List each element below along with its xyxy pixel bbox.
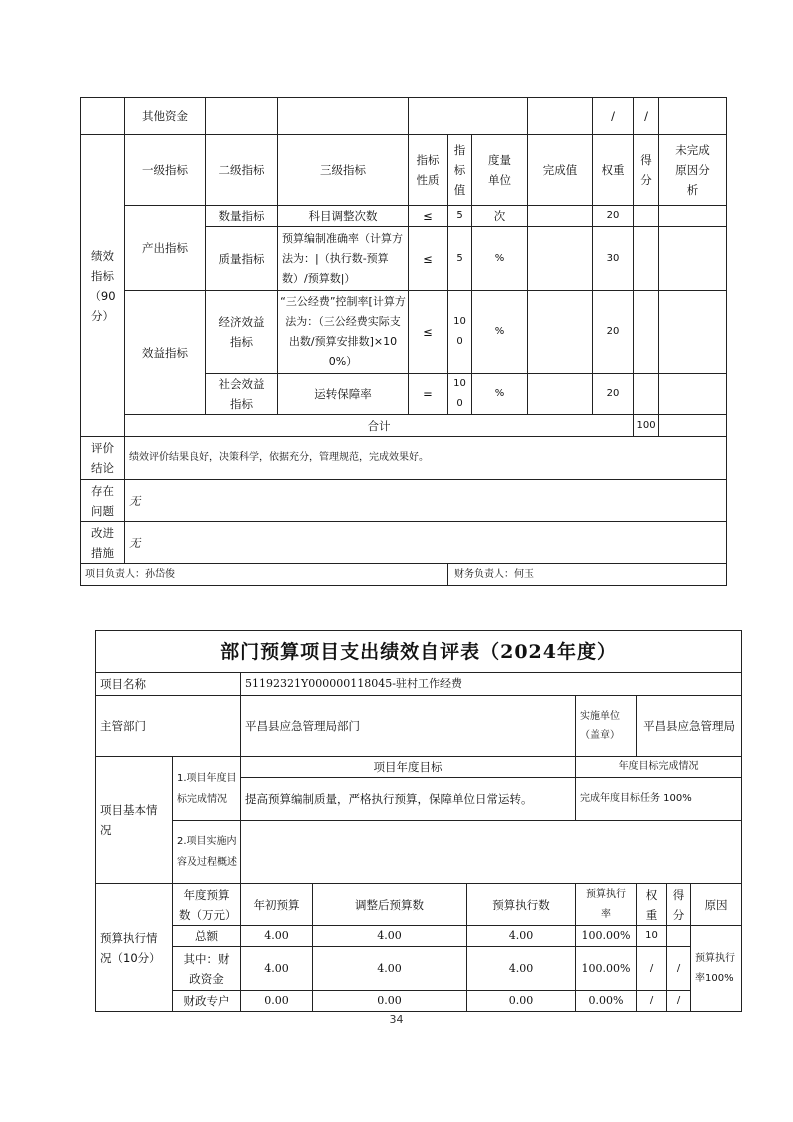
empty-cell bbox=[659, 98, 727, 135]
other-funds-score: / bbox=[634, 98, 659, 135]
budget-adjusted: 4.00 bbox=[313, 947, 467, 991]
row-unit: % bbox=[472, 227, 528, 291]
total-weight: 100 bbox=[634, 415, 659, 437]
goal-status-text: 完成年度目标任务 100% bbox=[576, 778, 742, 821]
row-completed bbox=[528, 227, 593, 291]
row-unit: % bbox=[472, 291, 528, 374]
budget-row-label: 其中：财政资金 bbox=[173, 947, 241, 991]
benefit-indicator-label: 效益指标 bbox=[125, 291, 206, 415]
problems-label: 存在问题 bbox=[81, 480, 125, 522]
budget-initial: 4.00 bbox=[241, 926, 313, 947]
row-level3: “三公经费”控制率[计算方法为：（三公经费实际支出数/预算安排数]×100%） bbox=[278, 291, 409, 374]
conclusion-row bbox=[81, 437, 727, 480]
row-value: 100 bbox=[448, 374, 472, 415]
budget-exec-label: 预算执行情况（10分） bbox=[96, 884, 173, 1012]
row-level2: 质量指标 bbox=[206, 227, 278, 291]
impl-content-row bbox=[96, 821, 742, 884]
improvements-label: 改进措施 bbox=[81, 522, 125, 564]
budget-reason-text: 预算执行率100% bbox=[691, 926, 742, 1012]
other-funds-weight: / bbox=[593, 98, 634, 135]
header-executed: 预算执行数 bbox=[467, 884, 576, 926]
header-completed: 完成值 bbox=[528, 135, 593, 206]
dept-row bbox=[96, 696, 742, 757]
project-leader: 项目负责人：孙岱俊 bbox=[81, 564, 448, 586]
dept-value: 平昌县应急管理局部门 bbox=[241, 696, 576, 757]
row-score bbox=[634, 291, 659, 374]
row-level3: 预算编制准确率（计算方法为：|（执行数-预算数）/预算数|） bbox=[278, 227, 409, 291]
budget-executed: 4.00 bbox=[467, 947, 576, 991]
row-weight: 20 bbox=[593, 374, 634, 415]
empty-cell bbox=[528, 98, 593, 135]
row-value: 5 bbox=[448, 206, 472, 227]
header-weight: 权重 bbox=[637, 884, 667, 926]
empty-cell bbox=[206, 98, 278, 135]
indicator-row bbox=[81, 206, 727, 227]
problems-row bbox=[81, 480, 727, 522]
row-nature: ≤ bbox=[409, 291, 448, 374]
header-level3: 三级指标 bbox=[278, 135, 409, 206]
total-row bbox=[81, 415, 727, 437]
budget-rate: 100.00% bbox=[576, 926, 637, 947]
impl-unit-value: 平昌县应急管理局 bbox=[637, 696, 742, 757]
project-name-label: 项目名称 bbox=[96, 673, 241, 696]
header-level1: 一级指标 bbox=[125, 135, 206, 206]
row-reason bbox=[659, 227, 727, 291]
budget-row-label: 总额 bbox=[173, 926, 241, 947]
budget-executed: 0.00 bbox=[467, 991, 576, 1012]
row-weight: 20 bbox=[593, 206, 634, 227]
perf-section-label: 绩效指标（90分） bbox=[81, 135, 125, 437]
form-title: 部门预算项目支出绩效自评表（2024年度） bbox=[96, 631, 742, 673]
goal-status-header: 年度目标完成情况 bbox=[576, 757, 742, 778]
row-level2: 数量指标 bbox=[206, 206, 278, 227]
header-adjusted: 调整后预算数 bbox=[313, 884, 467, 926]
improvements-text: 无 bbox=[125, 522, 727, 564]
title-row bbox=[96, 631, 742, 673]
header-unit: 度量单位 bbox=[472, 135, 528, 206]
row-weight: 30 bbox=[593, 227, 634, 291]
header-value: 指标值 bbox=[448, 135, 472, 206]
row-level2: 社会效益指标 bbox=[206, 374, 278, 415]
self-evaluation-table bbox=[95, 630, 742, 1012]
total-label: 合计 bbox=[125, 415, 634, 437]
project-name-row bbox=[96, 673, 742, 696]
basic-info-label: 项目基本情况 bbox=[96, 757, 173, 884]
other-funds-label: 其他资金 bbox=[125, 98, 206, 135]
budget-rate: 100.00% bbox=[576, 947, 637, 991]
budget-adjusted: 0.00 bbox=[313, 991, 467, 1012]
budget-score bbox=[667, 926, 691, 947]
row-reason bbox=[659, 291, 727, 374]
budget-score: / bbox=[667, 991, 691, 1012]
row-level3: 科目调整次数 bbox=[278, 206, 409, 227]
budget-initial: 0.00 bbox=[241, 991, 313, 1012]
output-indicator-label: 产出指标 bbox=[125, 206, 206, 291]
budget-adjusted: 4.00 bbox=[313, 926, 467, 947]
indicator-row bbox=[81, 291, 727, 374]
empty-cell bbox=[81, 98, 125, 135]
row-completed bbox=[528, 291, 593, 374]
row-unit: 次 bbox=[472, 206, 528, 227]
budget-header-row bbox=[96, 884, 742, 926]
budget-row-label: 财政专户 bbox=[173, 991, 241, 1012]
header-rate: 预算执行率 bbox=[576, 884, 637, 926]
finance-leader: 财务负责人：何玉 bbox=[448, 564, 727, 586]
goal-header-row bbox=[96, 757, 742, 778]
header-initial: 年初预算 bbox=[241, 884, 313, 926]
goal-completion-label: 1.项目年度目标完成情况 bbox=[173, 757, 241, 821]
project-name-value: 51192321Y000000118045-驻村工作经费 bbox=[241, 673, 742, 696]
row-score bbox=[634, 374, 659, 415]
dept-label: 主管部门 bbox=[96, 696, 241, 757]
budget-row bbox=[96, 926, 742, 947]
row-score bbox=[634, 206, 659, 227]
row-reason bbox=[659, 206, 727, 227]
header-annual-budget: 年度预算数（万元） bbox=[173, 884, 241, 926]
empty-cell bbox=[409, 98, 528, 135]
header-score: 得分 bbox=[667, 884, 691, 926]
row-weight: 20 bbox=[593, 291, 634, 374]
other-funds-row bbox=[81, 98, 727, 135]
row-level2: 经济效益指标 bbox=[206, 291, 278, 374]
budget-weight: / bbox=[637, 991, 667, 1012]
row-nature: ≤ bbox=[409, 206, 448, 227]
budget-weight: 10 bbox=[637, 926, 667, 947]
signature-row bbox=[81, 564, 727, 586]
header-reason: 原因 bbox=[691, 884, 742, 926]
header-score: 得分 bbox=[634, 135, 659, 206]
empty-cell bbox=[278, 98, 409, 135]
budget-executed: 4.00 bbox=[467, 926, 576, 947]
row-unit: % bbox=[472, 374, 528, 415]
performance-indicator-table bbox=[80, 97, 727, 586]
impl-content-value bbox=[241, 821, 742, 884]
empty-cell bbox=[659, 415, 727, 437]
conclusion-text: 绩效评价结果良好，决策科学，依据充分，管理规范，完成效果好。 bbox=[125, 437, 727, 480]
annual-goal-header: 项目年度目标 bbox=[241, 757, 576, 778]
row-completed bbox=[528, 374, 593, 415]
conclusion-label: 评价结论 bbox=[81, 437, 125, 480]
row-nature: ≤ bbox=[409, 227, 448, 291]
row-nature: = bbox=[409, 374, 448, 415]
header-nature: 指标性质 bbox=[409, 135, 448, 206]
impl-content-label: 2.项目实施内容及过程概述 bbox=[173, 821, 241, 884]
problems-text: 无 bbox=[125, 480, 727, 522]
row-level3: 运转保障率 bbox=[278, 374, 409, 415]
page-number: 34 bbox=[389, 1013, 404, 1026]
header-reason: 未完成原因分析 bbox=[659, 135, 727, 206]
row-value: 5 bbox=[448, 227, 472, 291]
row-completed bbox=[528, 206, 593, 227]
header-weight: 权重 bbox=[593, 135, 634, 206]
row-reason bbox=[659, 374, 727, 415]
budget-score: / bbox=[667, 947, 691, 991]
indicator-header-row bbox=[81, 135, 727, 206]
budget-rate: 0.00% bbox=[576, 991, 637, 1012]
row-value: 100 bbox=[448, 291, 472, 374]
budget-row bbox=[96, 947, 742, 991]
budget-row bbox=[96, 991, 742, 1012]
impl-unit-label: 实施单位（盖章） bbox=[576, 696, 637, 757]
budget-initial: 4.00 bbox=[241, 947, 313, 991]
annual-goal-text: 提高预算编制质量，严格执行预算，保障单位日常运转。 bbox=[241, 778, 576, 821]
budget-weight: / bbox=[637, 947, 667, 991]
improvements-row bbox=[81, 522, 727, 564]
row-score bbox=[634, 227, 659, 291]
header-level2: 二级指标 bbox=[206, 135, 278, 206]
